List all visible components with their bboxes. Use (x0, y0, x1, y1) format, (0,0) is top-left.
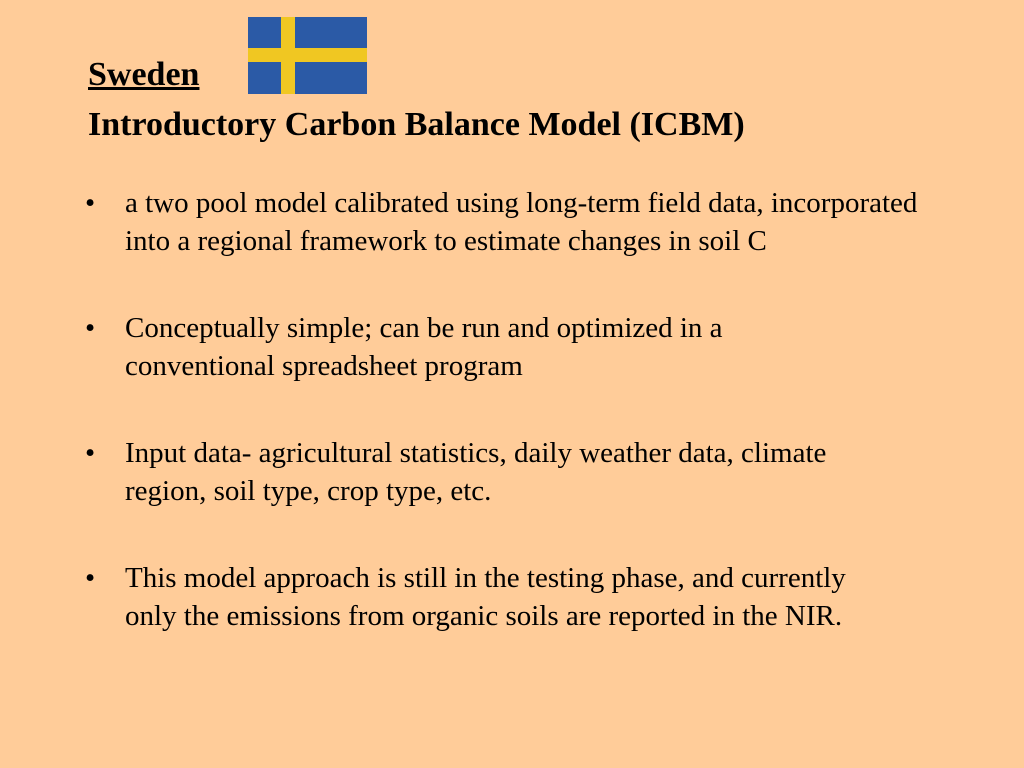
bullet-text: Input data- agricultural statistics, daily weather data, climate region, soil type, crop type, etc. (125, 437, 827, 507)
bullet-item (85, 434, 965, 510)
slide-title (88, 50, 948, 150)
bullet-marker: • (85, 437, 96, 469)
country-title: Sweden (88, 56, 200, 93)
bullet-list (85, 184, 965, 635)
bullet-text: Conceptually simple; can be run and optimized in a conventional spreadsheet program (125, 312, 723, 382)
model-title: Introductory Carbon Balance Model (ICBM) (88, 106, 745, 143)
bullet-text: This model approach is still in the testing phase, and currently only the emissions from organic soils are reported in the NIR. (125, 562, 846, 632)
bullet-item (85, 184, 965, 260)
bullet-item (85, 309, 965, 385)
bullet-text: a two pool model calibrated using long-term field data, incorporated into a regional framework to estimate changes in soil C (125, 187, 918, 257)
sweden-flag-icon (248, 17, 367, 94)
bullet-marker: • (85, 562, 96, 594)
bullet-marker: • (85, 312, 96, 344)
bullet-marker: • (85, 187, 96, 219)
bullet-item (85, 559, 965, 635)
